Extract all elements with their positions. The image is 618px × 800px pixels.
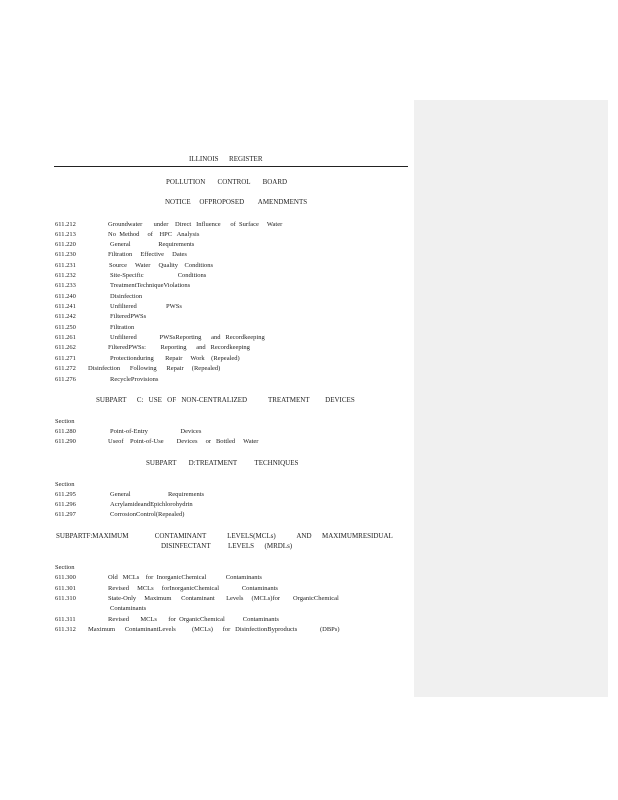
board-header: POLLUTION CONTROL BOARD bbox=[166, 178, 288, 186]
section-label: Section bbox=[55, 481, 75, 488]
section-number: 611.300 bbox=[55, 574, 76, 581]
section-title: Site-Specific Conditions bbox=[110, 272, 207, 279]
section-number: 611.230 bbox=[55, 251, 76, 258]
section-number: 611.250 bbox=[55, 324, 76, 331]
section-title: Maximum ContaminantLevels (MCLs) for DisinfectionByproducts (DBPs) bbox=[88, 626, 340, 633]
section-title: Old MCLs for InorganicChemical Contaminants bbox=[108, 574, 262, 581]
section-number: 611.290 bbox=[55, 438, 76, 445]
section-number: 611.280 bbox=[55, 428, 76, 435]
section-title: Groundwater under Direct Influence of Surface Water bbox=[108, 221, 283, 228]
section-number: 611.212 bbox=[55, 221, 76, 228]
section-number: 611.276 bbox=[55, 376, 76, 383]
section-title: AcrylamideandEpichlorohydrin bbox=[110, 501, 193, 508]
section-title: General Requirements bbox=[110, 491, 205, 498]
notice-header: NOTICE OFPROPOSED AMENDMENTS bbox=[165, 198, 308, 206]
section-number: 611.297 bbox=[55, 511, 76, 518]
section-number: 611.311 bbox=[55, 616, 76, 623]
section-title: Protectionduring Repair Work (Repealed) bbox=[110, 355, 240, 362]
section-number: 611.241 bbox=[55, 303, 76, 310]
section-title: Unfiltered PWSsReporting and Recordkeeping bbox=[110, 334, 265, 341]
section-title: Filtration bbox=[110, 324, 135, 331]
section-title: Filtration Effective Dates bbox=[108, 251, 187, 258]
section-title: Source Water Quality Conditions bbox=[109, 262, 214, 269]
section-label: Section bbox=[55, 564, 75, 571]
section-title: Disinfection Following Repair (Repealed) bbox=[88, 365, 221, 372]
section-title: Revised MCLs forInorganicChemical Contaminants bbox=[108, 585, 278, 592]
section-title: State-Only Maximum Contaminant Levels (MCLs)for OrganicChemical bbox=[108, 595, 339, 602]
section-label: Section bbox=[55, 418, 75, 425]
section-number: 611.261 bbox=[55, 334, 76, 341]
subpart-f-heading-line2: DISINFECTANT LEVELS (MRDLs) bbox=[161, 542, 293, 550]
section-title: Unfiltered PWSs bbox=[110, 303, 182, 310]
subpart-c-heading: SUBPART C: USE OF NON-CENTRALIZED TREATMENT DEVICES bbox=[96, 396, 355, 404]
section-number: 611.232 bbox=[55, 272, 76, 279]
section-number: 611.301 bbox=[55, 585, 76, 592]
section-number: 611.312 bbox=[55, 626, 76, 633]
section-number: 611.242 bbox=[55, 313, 76, 320]
section-title: CorrosionControl(Repealed) bbox=[110, 511, 185, 518]
section-title: Useof Point-of-Use Devices or Bottled Water bbox=[108, 438, 259, 445]
section-number: 611.296 bbox=[55, 501, 76, 508]
comment-pane bbox=[414, 100, 608, 697]
header-rule bbox=[54, 166, 408, 167]
section-title-continued: Contaminants bbox=[110, 605, 147, 612]
section-number: 611.231 bbox=[55, 262, 76, 269]
section-number: 611.213 bbox=[55, 231, 76, 238]
section-title: No Method of HPC Analysis bbox=[108, 231, 200, 238]
section-title: FilteredPWSs bbox=[110, 313, 147, 320]
section-number: 611.233 bbox=[55, 282, 76, 289]
section-title: Revised MCLs for OrganicChemical Contaminants bbox=[108, 616, 279, 623]
section-number: 611.271 bbox=[55, 355, 76, 362]
section-number: 611.220 bbox=[55, 241, 76, 248]
subpart-d-heading: SUBPART D:TREATMENT TECHNIQUES bbox=[146, 459, 299, 467]
register-header: ILLINOIS REGISTER bbox=[189, 155, 263, 163]
section-number: 611.295 bbox=[55, 491, 76, 498]
section-title: Point-of-Entry Devices bbox=[110, 428, 202, 435]
section-title: FilteredPWSs: Reporting and Recordkeeping bbox=[108, 344, 250, 351]
section-number: 611.262 bbox=[55, 344, 76, 351]
section-title: General Requirements bbox=[110, 241, 195, 248]
subpart-f-heading: SUBPARTF:MAXIMUM CONTAMINANT LEVELS(MCLs) AND MAXIMUMRESIDUAL bbox=[56, 532, 393, 540]
section-number: 611.272 bbox=[55, 365, 76, 372]
section-title: TreatmentTechniqueViolations bbox=[110, 282, 191, 289]
section-title: RecycleProvisions bbox=[110, 376, 159, 383]
section-title: Disinfection bbox=[110, 293, 143, 300]
section-number: 611.240 bbox=[55, 293, 76, 300]
section-number: 611.310 bbox=[55, 595, 76, 602]
